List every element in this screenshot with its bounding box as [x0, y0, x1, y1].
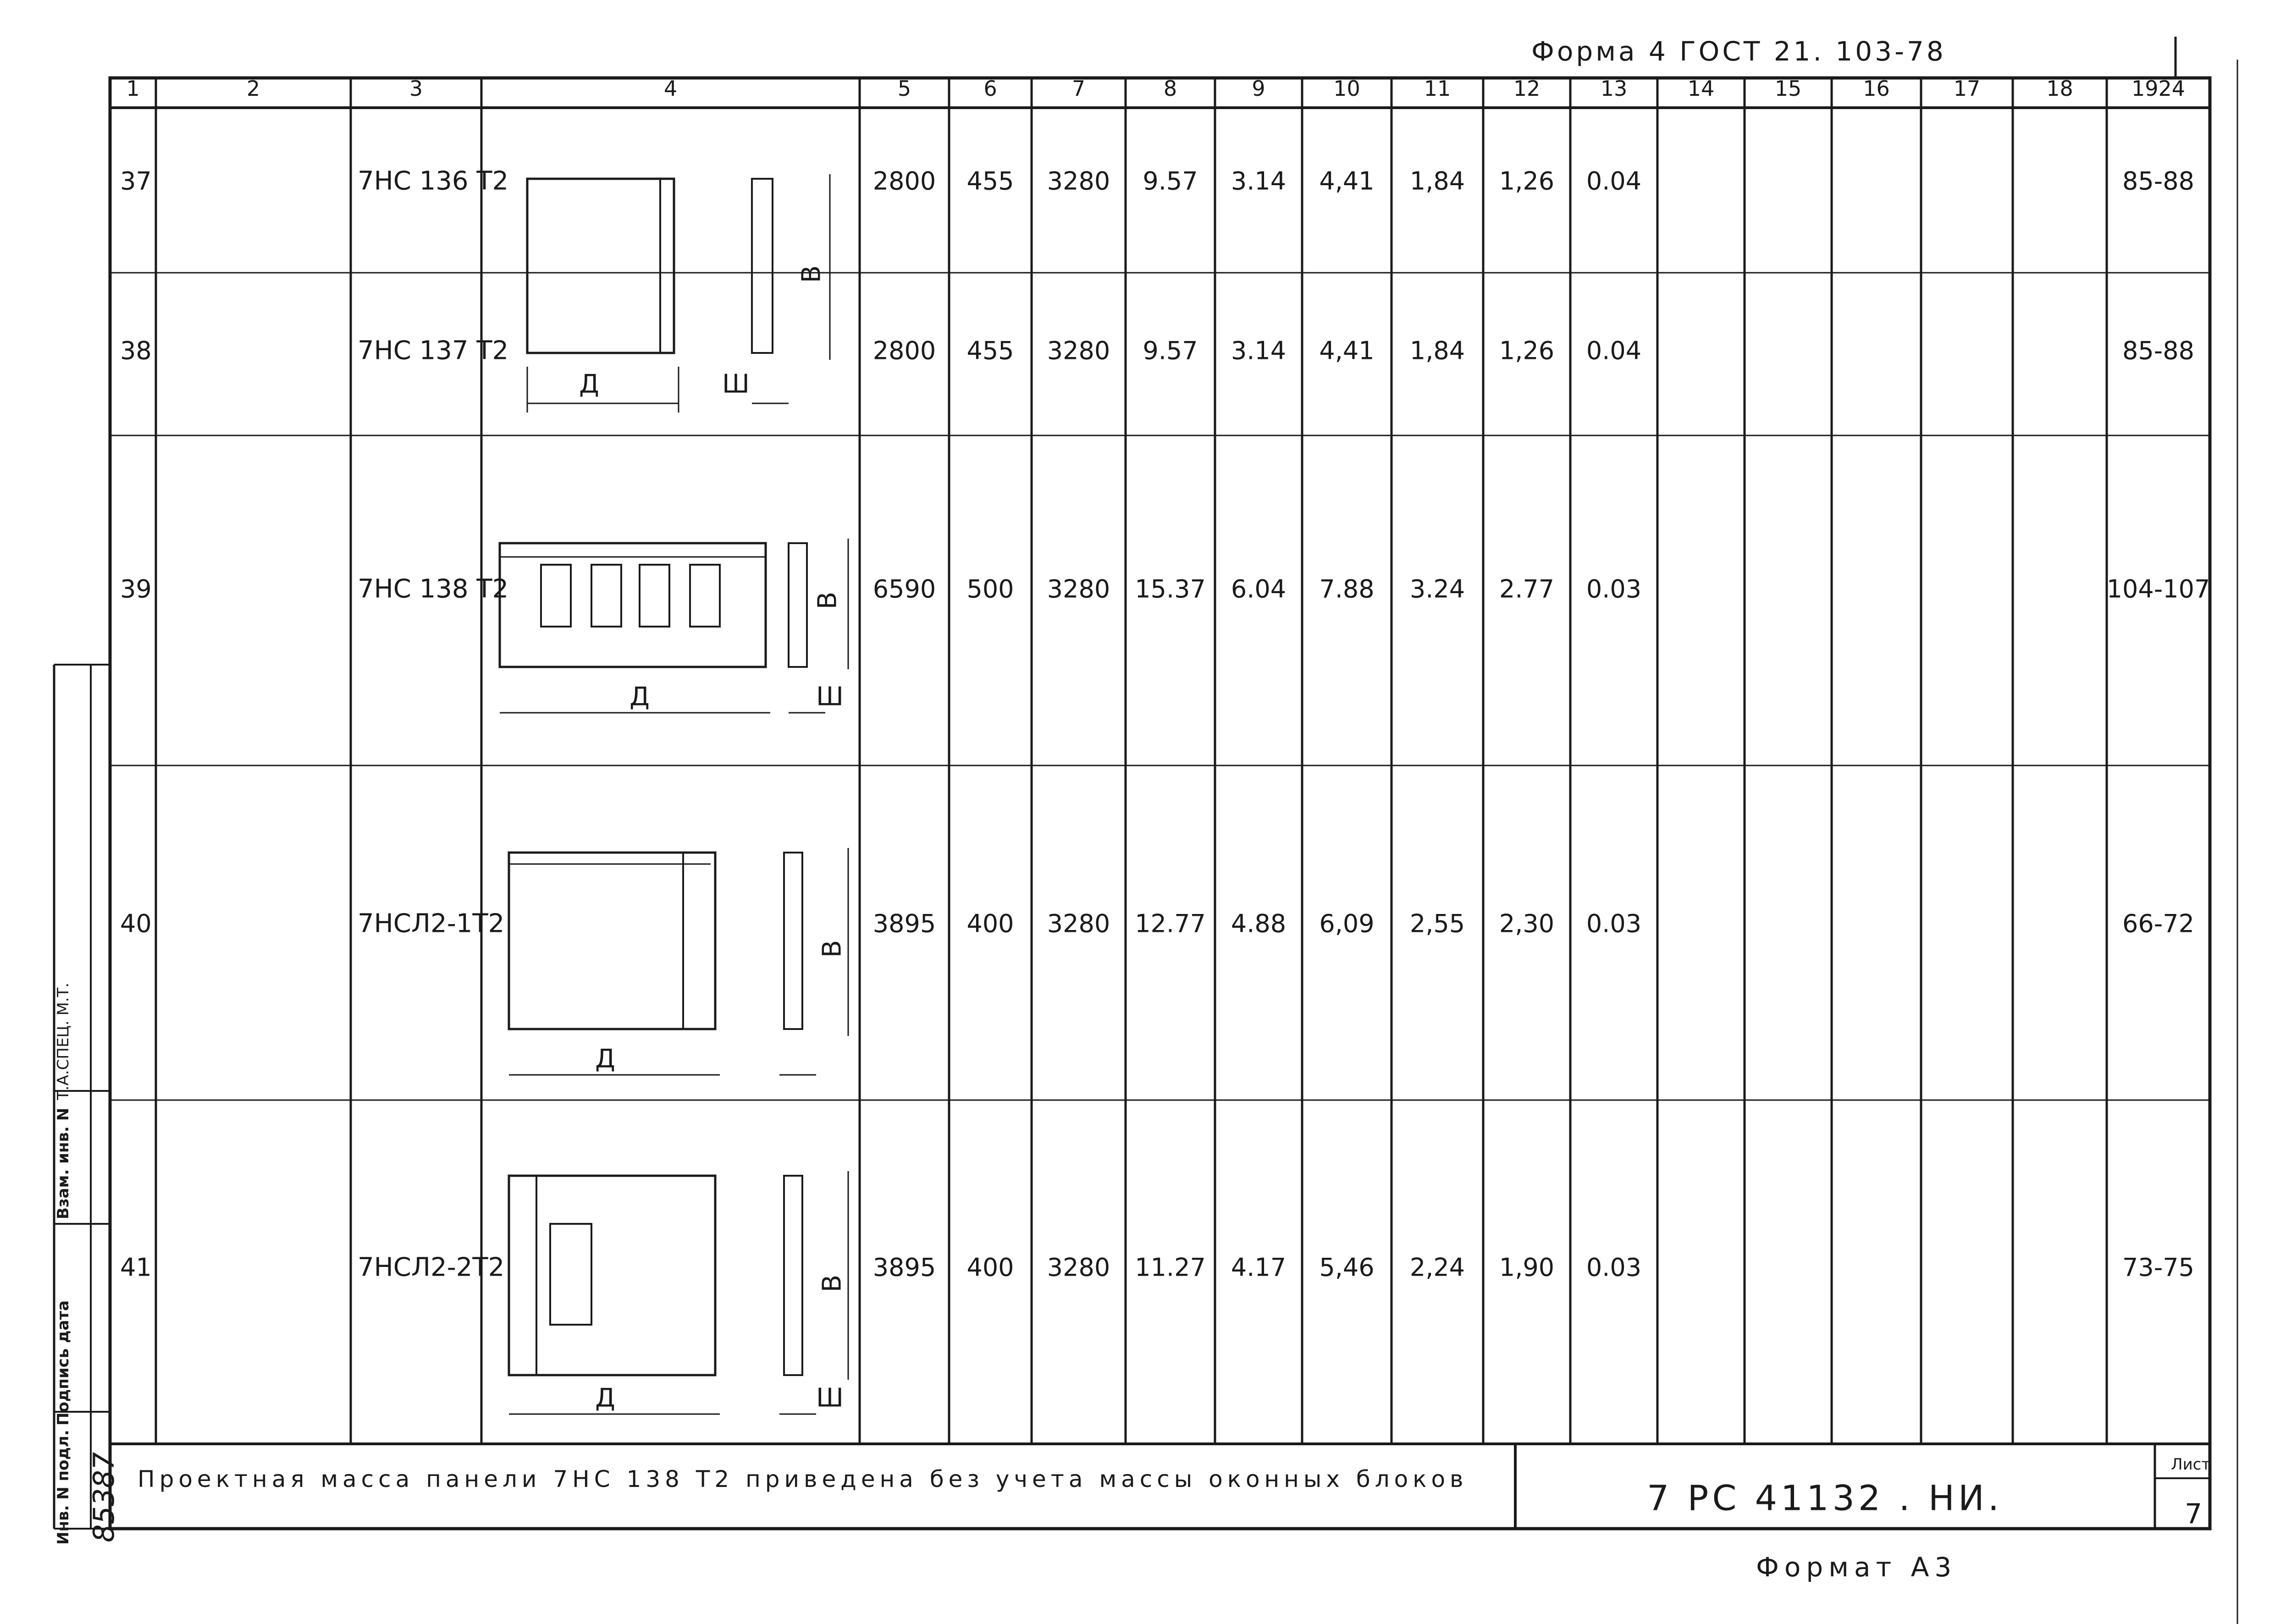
column-header-11: 11 — [1424, 76, 1451, 101]
cell-col-12: 1,90 — [1499, 1253, 1555, 1282]
window-opening — [690, 565, 720, 627]
panel-sketch-section — [784, 853, 802, 1029]
cell-col-19: 85-88 — [2122, 166, 2194, 196]
cell-col-5: 3895 — [872, 909, 936, 938]
column-header-17: 17 — [1953, 76, 1981, 101]
cell-col-7: 3280 — [1047, 574, 1110, 604]
cell-col-5: 3895 — [872, 1253, 936, 1282]
cell-col-9: 3.14 — [1231, 336, 1287, 365]
sheet-number: 7 — [2185, 1498, 2203, 1530]
panel-sketch-front — [500, 543, 766, 667]
cell-col-7: 3280 — [1047, 336, 1110, 365]
cell-col-7: 3280 — [1047, 909, 1110, 938]
cell-col-9: 4.17 — [1231, 1253, 1287, 1282]
dim-width-label: Ш — [722, 369, 750, 399]
cell-col-8: 9.57 — [1143, 336, 1198, 365]
cell-col-10: 6,09 — [1319, 909, 1375, 938]
cell-col-10: 4,41 — [1319, 336, 1375, 365]
cell-col-12: 2,30 — [1499, 909, 1555, 938]
column-header-9: 9 — [1252, 76, 1265, 101]
window-opening — [541, 565, 571, 627]
row-number: 38 — [120, 336, 152, 365]
column-header-15: 15 — [1774, 76, 1802, 101]
column-header-10: 10 — [1333, 76, 1360, 101]
dim-height-label: В — [817, 1274, 847, 1293]
cell-col-8: 12.77 — [1135, 909, 1206, 938]
cell-col-12: 1,26 — [1499, 336, 1555, 365]
cell-col-11: 3.24 — [1409, 574, 1465, 604]
cell-col-13: 0.03 — [1586, 1253, 1642, 1282]
cell-col-10: 4,41 — [1319, 166, 1375, 196]
panel-sketch-section — [752, 179, 773, 353]
cell-col-5: 2800 — [872, 336, 936, 365]
panel-sketch-section — [784, 1176, 802, 1375]
panel-mark: 7НСЛ2-1Т2 — [358, 908, 505, 939]
row-number: 39 — [120, 574, 152, 604]
cell-col-11: 1,84 — [1409, 166, 1465, 196]
cell-col-5: 6590 — [872, 574, 936, 604]
stamp-spec: Т.А.СПЕЦ. М.Т. — [54, 982, 72, 1100]
column-header-14: 14 — [1687, 76, 1715, 101]
cell-col-13: 0.04 — [1586, 166, 1642, 196]
stamp-inv-value: 85387 — [87, 1452, 121, 1542]
cell-col-11: 1,84 — [1409, 336, 1465, 365]
cell-col-7: 3280 — [1047, 166, 1110, 196]
window-opening — [640, 565, 669, 627]
cell-col-12: 2.77 — [1499, 574, 1555, 604]
column-header-18: 18 — [2046, 76, 2073, 101]
panel-mark: 7НС 138 Т2 — [358, 574, 509, 604]
cell-col-19: 66-72 — [2122, 909, 2194, 938]
cell-col-6: 400 — [966, 909, 1014, 938]
cell-col-9: 3.14 — [1231, 166, 1287, 196]
column-header-13: 13 — [1600, 76, 1628, 101]
column-header-2: 2 — [246, 76, 260, 101]
column-header-16: 16 — [1863, 76, 1890, 101]
stamp-replace-inv: Взам. инв. N — [54, 1107, 72, 1219]
cell-col-19: 104-107 — [2106, 574, 2210, 604]
dim-height-label: В — [796, 265, 827, 283]
column-header-6: 6 — [983, 76, 997, 101]
cell-col-12: 1,26 — [1499, 166, 1555, 196]
cell-col-9: 6.04 — [1231, 574, 1287, 604]
dim-length-label: Д — [629, 682, 650, 712]
note-text: Проектная масса панели 7НС 138 Т2 приведена без учета массы оконных блоков — [138, 1466, 1468, 1492]
sheet-label: Лист — [2171, 1455, 2211, 1474]
dim-length-label: Д — [595, 1044, 615, 1074]
cell-col-19: 73-75 — [2122, 1253, 2194, 1282]
cell-col-10: 5,46 — [1319, 1253, 1375, 1282]
column-header-5: 5 — [897, 76, 911, 101]
column-header-3: 3 — [409, 76, 423, 101]
document-code: 7 РС 41132 . НИ. — [1647, 1477, 2003, 1519]
cell-col-6: 455 — [966, 336, 1014, 365]
column-header-1: 1 — [126, 76, 140, 101]
cell-col-13: 0.04 — [1586, 336, 1642, 365]
cell-col-5: 2800 — [872, 166, 936, 196]
cell-col-19: 85-88 — [2122, 336, 2194, 365]
cell-col-8: 11.27 — [1135, 1253, 1206, 1282]
dim-length-label: Д — [579, 369, 599, 399]
cell-col-6: 400 — [966, 1253, 1014, 1282]
panel-mark: 7НС 136 Т2 — [358, 166, 509, 196]
row-number: 40 — [120, 909, 152, 938]
panel-mark: 7НС 137 Т2 — [358, 336, 509, 366]
format-label: Формат А3 — [1756, 1552, 1957, 1583]
table-frame — [110, 78, 2210, 1529]
panel-sketch-section — [789, 543, 807, 667]
column-header-19: 1924 — [2131, 76, 2186, 101]
row-number: 37 — [120, 166, 152, 196]
cell-col-10: 7.88 — [1319, 574, 1375, 604]
window-opening — [550, 1224, 591, 1325]
cell-col-8: 15.37 — [1135, 574, 1206, 604]
dim-length-label: Д — [595, 1383, 615, 1413]
row-number: 41 — [120, 1253, 152, 1282]
cell-col-13: 0.03 — [1586, 909, 1642, 938]
cell-col-6: 500 — [966, 574, 1014, 604]
cell-col-6: 455 — [966, 166, 1014, 196]
dim-width-label: Ш — [816, 1383, 844, 1413]
dim-height-label: В — [812, 591, 843, 610]
column-header-12: 12 — [1513, 76, 1541, 101]
stamp-sign-date: Подпись дата — [54, 1300, 72, 1426]
cell-col-13: 0.03 — [1586, 574, 1642, 604]
column-header-7: 7 — [1071, 76, 1086, 101]
cell-col-7: 3280 — [1047, 1253, 1110, 1282]
cell-col-11: 2,55 — [1409, 909, 1465, 938]
stamp-inv-no: Инв. N подл. — [54, 1430, 72, 1545]
panel-mark: 7НСЛ2-2Т2 — [358, 1252, 505, 1283]
column-header-4: 4 — [663, 76, 678, 101]
panel-sketch-front — [509, 1176, 715, 1375]
panel-sketch-front — [527, 179, 674, 353]
panel-sketch-front — [509, 853, 715, 1029]
cell-col-9: 4.88 — [1231, 909, 1287, 938]
cell-col-11: 2,24 — [1409, 1253, 1465, 1282]
column-header-8: 8 — [1163, 76, 1177, 101]
dim-width-label: Ш — [816, 682, 844, 712]
cell-col-8: 9.57 — [1143, 166, 1198, 196]
window-opening — [591, 565, 621, 627]
form-header: Форма 4 ГОСТ 21. 103-78 — [1531, 36, 1946, 67]
dim-height-label: В — [817, 940, 847, 958]
